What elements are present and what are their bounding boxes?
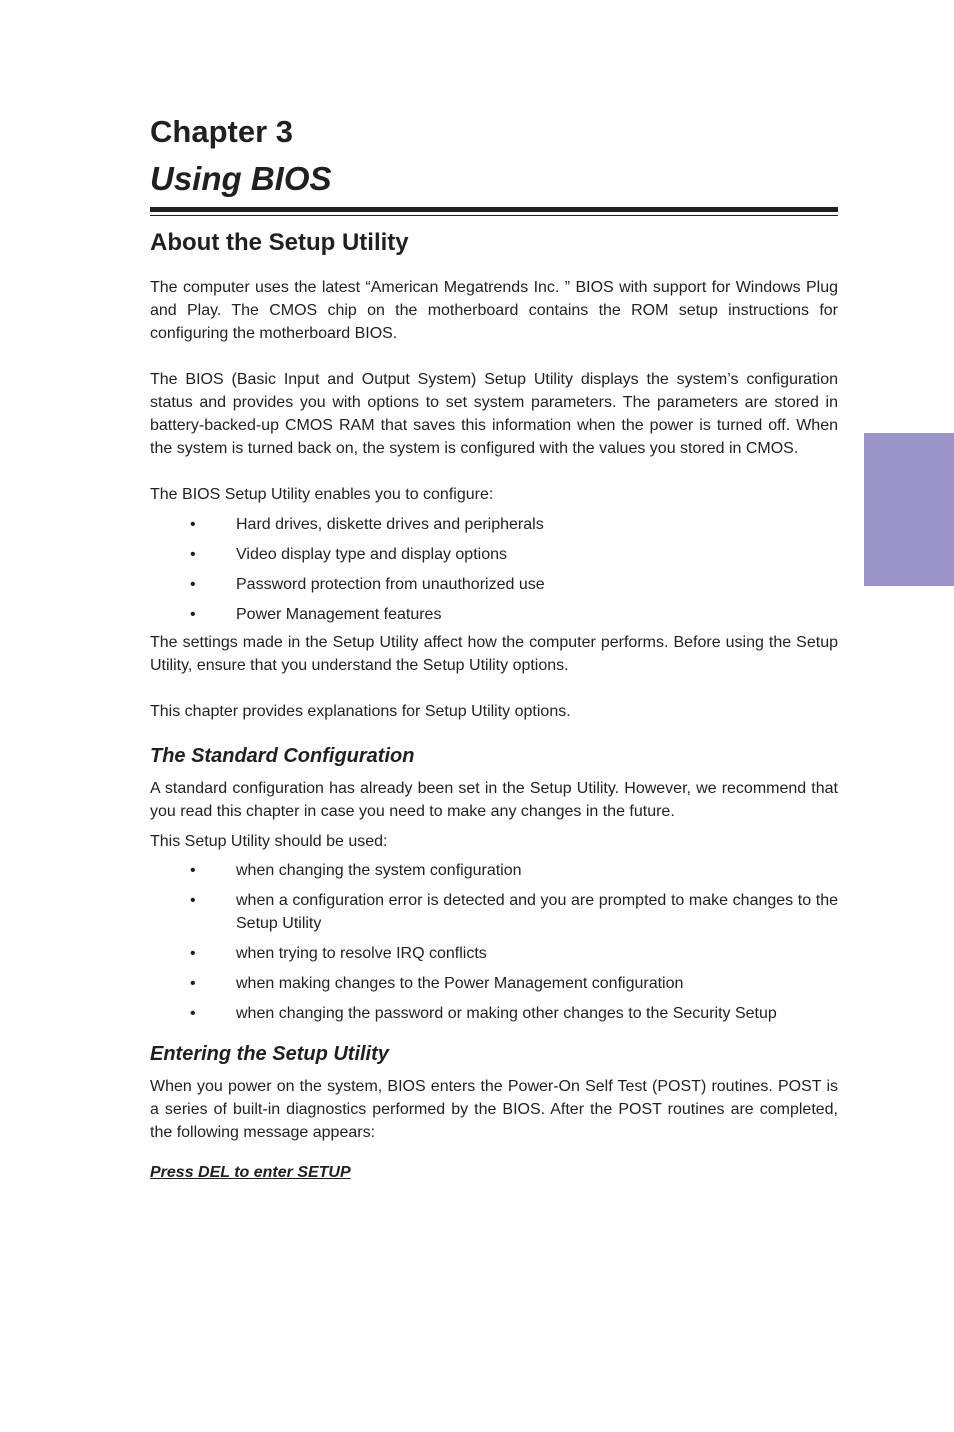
list-item: • Power Management features: [150, 603, 838, 626]
bullet-icon: •: [190, 546, 196, 563]
about-paragraph-5: This chapter provides explanations for Setup Utility options.: [150, 703, 571, 720]
about-paragraph-2: The BIOS (Basic Input and Output System) Setup Utility displays the system’s configuration status and provides you with options to set system parameters. The parameters are stored in battery-backed-up CMOS RAM that saves this information when the power is turned off. When the system is turned back on, the system is configured with the values you stored in CMOS.: [150, 371, 838, 457]
bullet-icon: •: [190, 975, 196, 992]
about-paragraph-4: The settings made in the Setup Utility affect how the computer performs. Before using the Setup Utility, ensure that you understand the Setup Utility options.: [150, 634, 838, 674]
list-item: • Password protection from unauthorized use: [150, 573, 838, 596]
section-heading-about: About the Setup Utility: [150, 229, 409, 256]
page-content: [150, 110, 838, 1184]
subheading-standard-configuration: The Standard Configuration: [150, 745, 415, 767]
list-item: • Video display type and display options: [150, 543, 838, 566]
bullet-icon: •: [190, 862, 196, 879]
standard-paragraph-2: This Setup Utility should be used:: [150, 833, 388, 850]
list-item: • when changing the system configuration: [150, 859, 838, 882]
about-paragraph-3: The BIOS Setup Utility enables you to configure:: [150, 486, 494, 503]
chapter-number: Chapter 3: [150, 114, 293, 149]
list-item: • when trying to resolve IRQ conflicts: [150, 942, 838, 965]
bullet-icon: •: [190, 516, 196, 533]
bullet-icon: •: [190, 1005, 196, 1022]
list-item: • Hard drives, diskette drives and peripherals: [150, 513, 838, 536]
bullet-icon: •: [190, 576, 196, 593]
setup-key-message: Press DEL to enter SETUP: [150, 1164, 351, 1181]
about-paragraph-1: The computer uses the latest “American Megatrends Inc. ” BIOS with support for Windows Plug and Play. The CMOS chip on the motherboard contains the ROM setup instructions for configuring the motherboard BIOS.: [150, 279, 838, 342]
bullet-icon: •: [190, 892, 196, 909]
entering-paragraph-1: When you power on the system, BIOS enters the Power-On Self Test (POST) routines. POST is a series of built-in diagnostics performed by the BIOS. After the POST routines are completed, the following message appears:: [150, 1078, 838, 1141]
list-item: • when a configuration error is detected and you are prompted to make changes to the Setup Utility: [150, 889, 838, 935]
chapter-title: Using BIOS: [150, 160, 332, 197]
standard-paragraph-1: A standard configuration has already been set in the Setup Utility. However, we recommend that you read this chapter in case you need to make any changes in the future.: [150, 780, 838, 820]
title-rule-thin: [150, 215, 838, 216]
list-item: • when making changes to the Power Management configuration: [150, 972, 838, 995]
title-rule-thick: [150, 207, 838, 212]
subheading-entering-setup: Entering the Setup Utility: [150, 1043, 389, 1065]
bullet-icon: •: [190, 606, 196, 623]
list-item: • when changing the password or making other changes to the Security Setup: [150, 1002, 838, 1025]
chapter-side-tab: [864, 433, 954, 586]
configure-list: [150, 513, 838, 626]
usage-list: [150, 859, 838, 1025]
bullet-icon: •: [190, 945, 196, 962]
